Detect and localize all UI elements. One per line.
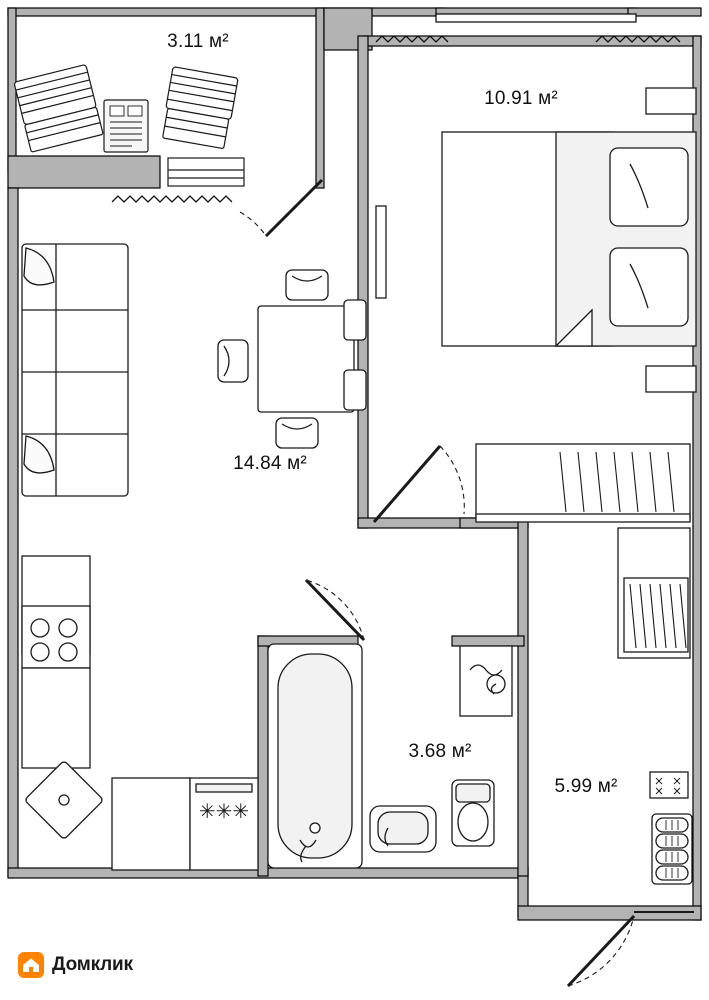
bathroom-fixtures	[268, 644, 512, 868]
room-label-bedroom: 10.91 м²	[484, 88, 558, 109]
wardrobe-closet	[476, 444, 690, 522]
hallway-furniture	[618, 528, 692, 884]
room-label-balcony: 3.11 м²	[167, 31, 229, 52]
svg-text:✳✳✳: ✳✳✳	[198, 801, 250, 823]
brand-wordmark: Домклик	[52, 954, 133, 975]
room-label-living-room-kitchen: 14.84 м²	[233, 453, 307, 474]
kitchen-units	[22, 556, 258, 870]
sofa	[22, 244, 128, 496]
room-label-hallway: 5.99 м²	[554, 776, 618, 797]
dining-set	[218, 270, 366, 448]
bedroom-furniture	[376, 88, 696, 392]
house-icon	[18, 952, 44, 978]
brand-logo[interactable]	[18, 952, 133, 978]
room-label-bathroom: 3.68 м²	[408, 741, 472, 762]
